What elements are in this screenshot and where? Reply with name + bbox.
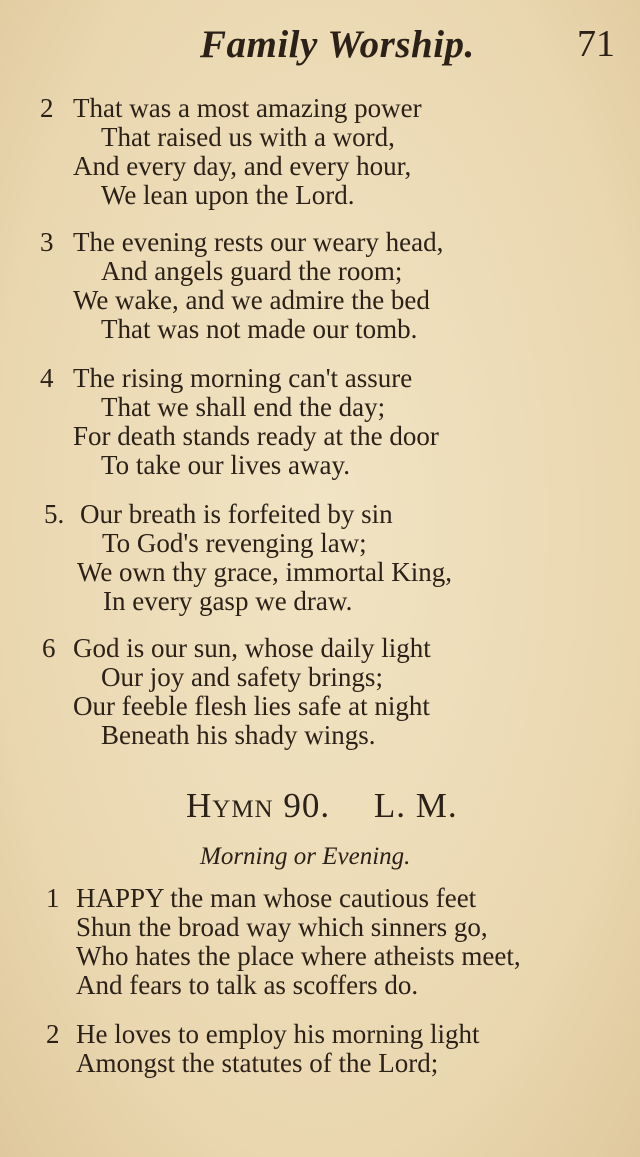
stanza-number: 2	[40, 93, 54, 123]
verse-line: Beneath his shady wings.	[101, 720, 376, 750]
hymn-meter: L. M.	[373, 786, 458, 825]
verse-line: And every day, and every hour,	[73, 151, 412, 181]
hymn-number: 90.	[283, 786, 331, 825]
verse-line: Shun the broad way which sinners go,	[76, 912, 488, 942]
hymn-subtitle: Morning or Evening.	[200, 843, 411, 870]
verse-line: Our joy and safety brings;	[101, 662, 383, 692]
verse-line: HAPPY the man whose cautious feet	[76, 883, 477, 913]
verse-line: That was not made our tomb.	[101, 314, 418, 344]
verse-line: Our feeble flesh lies safe at night	[73, 691, 430, 721]
verse-line: That was a most amazing power	[73, 93, 422, 123]
stanza-number: 5.	[44, 499, 65, 529]
stanza-number: 6	[42, 633, 56, 663]
verse-line: We own thy grace, immortal King,	[77, 557, 452, 587]
verse-line: And angels guard the room;	[101, 256, 403, 286]
hymn-label: Hymn	[186, 786, 274, 825]
hymn-heading	[186, 786, 458, 826]
verse-line: That raised us with a word,	[101, 122, 395, 152]
verse-line: To God's revenging law;	[102, 528, 367, 558]
verse-line: The rising morning can't assure	[73, 363, 413, 393]
verse-line: God is our sun, whose daily light	[73, 633, 431, 663]
stanza-number: 1	[46, 883, 60, 913]
verse-line: He loves to employ his morning light	[76, 1019, 480, 1049]
verse-line: In every gasp we draw.	[103, 586, 353, 616]
running-title: Family Worship.	[200, 23, 475, 66]
stanza-number: 4	[40, 363, 54, 393]
verse-line: Amongst the statutes of the Lord;	[76, 1048, 439, 1078]
verse-line: And fears to talk as scoffers do.	[76, 970, 419, 1000]
verse-line: That we shall end the day;	[101, 392, 386, 422]
running-head	[0, 22, 640, 72]
verse-line: The evening rests our weary head,	[73, 227, 444, 257]
verse-line: We wake, and we admire the bed	[73, 285, 430, 315]
stanza-number: 3	[40, 227, 54, 257]
page-number: 71	[577, 23, 615, 65]
verse-line: For death stands ready at the door	[73, 421, 439, 451]
verse-line: We lean upon the Lord.	[101, 180, 355, 210]
verse-line: Our breath is forfeited by sin	[80, 499, 393, 529]
stanza-number: 2	[46, 1019, 60, 1049]
verse-line: To take our lives away.	[101, 450, 351, 480]
verse-line: Who hates the place where atheists meet,	[76, 941, 521, 971]
